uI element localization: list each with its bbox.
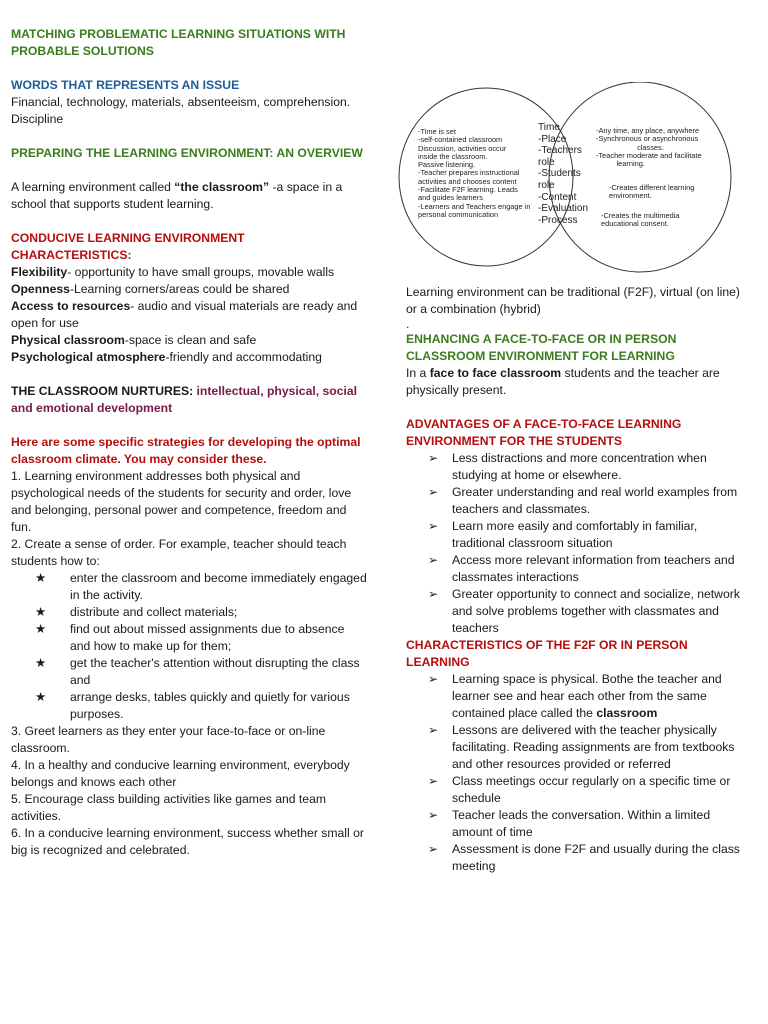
arrow-bullet-icon: ➢ (428, 587, 439, 601)
advantages-list (406, 450, 752, 637)
star-bullet-icon: ★ (35, 605, 47, 619)
char-openness (11, 281, 367, 298)
list-item-text: Access more relevant information from teachers and classmates interactions (452, 553, 735, 584)
venn-middle-text: Time -Place -Teachers role -Students role -Content -Evaluation -Process (538, 122, 589, 226)
words-heading: WORDS THAT REPRESENTS AN ISSUE (11, 78, 240, 92)
list-item-text: Greater opportunity to connect and socialize, network and solve problems together with classmates and teachers (452, 587, 740, 635)
list-item (35, 655, 367, 689)
list-item-bold: classroom (596, 706, 658, 720)
char-desc: -Learning corners/areas could be shared (69, 282, 290, 296)
venn-right-text-3: -Creates the multimedia educational consent. (601, 211, 680, 229)
strategies-heading: Here are some specific strategies for developing the optimal classroom climate. You may consider these. (11, 435, 361, 466)
strategy-6: 6. In a conducive learning environment, success whether small or big is recognized and celebrated. (11, 826, 364, 857)
nurtures-value: intellectual, physical, social and emotional development (11, 384, 358, 415)
list-item-text: Less distractions and more concentration when studying at home or elsewhere. (452, 451, 707, 482)
arrow-bullet-icon: ➢ (428, 808, 439, 822)
char-access (11, 298, 367, 332)
list-item (428, 671, 752, 722)
nurtures-label: THE CLASSROOM NURTURES: (11, 384, 197, 398)
characteristics-list (406, 671, 752, 875)
star-bullet-icon: ★ (35, 571, 47, 585)
enhance-heading: ENHANCING A FACE-TO-FACE OR IN PERSON CLASSROOM ENVIRONMENT FOR LEARNING (406, 332, 677, 363)
characteristics-heading: CHARACTERISTICS OF THE F2F OR IN PERSON LEARNING (406, 638, 688, 669)
arrow-bullet-icon: ➢ (428, 519, 439, 533)
char-desc: - audio and visual materials are ready and open for use (11, 299, 358, 330)
star-bullet-icon: ★ (35, 622, 47, 636)
enhance-text-bold: face to face classroom (429, 366, 562, 380)
list-item-text: get the teacher's attention without disrupting the class and (70, 656, 360, 687)
char-term: Psychological atmosphere (11, 350, 166, 364)
list-item (35, 689, 367, 723)
strategy-3: 3. Greet learners as they enter your face-to-face or on-line classroom. (11, 724, 326, 755)
prep-text-a: A learning environment called (11, 180, 175, 194)
char-term: Physical classroom (11, 333, 125, 347)
list-item-text: Class meetings occur regularly on a specific time or schedule (452, 774, 731, 805)
list-item (428, 807, 752, 841)
words-text: Financial, technology, materials, absenteeism, comprehension. Discipline (11, 95, 351, 126)
star-list (11, 570, 367, 723)
char-term: Openness (11, 282, 70, 296)
list-item-text: Assessment is done F2F and usually during the class meeting (452, 842, 740, 873)
strategy-2: 2. Create a sense of order. For example, teacher should teach students how to: (11, 537, 347, 568)
enhance-text-a: In a (406, 366, 430, 380)
star-bullet-icon: ★ (35, 690, 47, 704)
prep-text (11, 179, 367, 213)
nurtures-line (11, 383, 367, 417)
right-column (406, 284, 752, 875)
page-title: MATCHING PROBLEMATIC LEARNING SITUATIONS WITH PROBABLE SOLUTIONS (11, 27, 346, 58)
strategy-5: 5. Encourage class building activities like games and team activities. (11, 792, 327, 823)
arrow-bullet-icon: ➢ (428, 553, 439, 567)
venn-left-text: -Time is set -self-contained classroom Discussion, activities occur inside the classroom. Passive listening. -Teacher prepares instructional activities and chooses content -Facilitate F2F learning. Leads and guides learners -Learners and Teachers engage in personal communication (418, 128, 531, 219)
arrow-bullet-icon: ➢ (428, 774, 439, 788)
arrow-bullet-icon: ➢ (428, 672, 439, 686)
char-desc: -space is clean and safe (124, 333, 257, 347)
env-intro: Learning environment can be traditional (F2F), virtual (on line) or a combination (hybrid) (406, 285, 740, 316)
prep-heading: PREPARING THE LEARNING ENVIRONMENT: AN OVERVIEW (11, 146, 363, 160)
arrow-bullet-icon: ➢ (428, 842, 439, 856)
char-term: Access to resources (11, 299, 131, 313)
venn-right-text-1: -Any time, any place, anywhere -Synchronous or asynchronous classes. -Teacher moderate and facilitate learning. (596, 126, 702, 169)
prep-text-c: -a space in a school that supports student learning. (11, 180, 343, 211)
char-psychological (11, 349, 367, 366)
list-item (428, 722, 752, 773)
list-item (428, 450, 752, 484)
venn-right-text-2: -Creates different learning environment. (609, 183, 695, 201)
char-flexibility (11, 264, 367, 281)
arrow-bullet-icon: ➢ (428, 723, 439, 737)
stray-dot: . (406, 317, 410, 331)
strategy-1: 1. Learning environment addresses both physical and psychological needs of the students for security and order, love and belonging, personal power and competence, freedom and fun. (11, 469, 352, 534)
char-term: Flexibility (11, 265, 68, 279)
prep-text-bold: “the classroom” (174, 180, 270, 194)
list-item (35, 621, 367, 655)
list-item-text: Lessons are delivered with the teacher physically facilitating. Reading assignments are from textbooks and other resources provided or referred (452, 723, 735, 771)
list-item-text: arrange desks, tables quickly and quietly for various purposes. (70, 690, 350, 721)
list-item (35, 570, 367, 604)
char-desc: -friendly and accommodating (165, 350, 322, 364)
conducive-heading: CONDUCIVE LEARNING ENVIRONMENT CHARACTERISTICS: (11, 231, 245, 262)
advantages-heading: ADVANTAGES OF A FACE-TO-FACE LEARNING ENVIRONMENT FOR THE STUDENTS (406, 417, 682, 448)
venn-diagram (388, 82, 768, 282)
arrow-bullet-icon: ➢ (428, 485, 439, 499)
char-physical (11, 332, 367, 349)
list-item (428, 552, 752, 586)
strategy-4: 4. In a healthy and conducive learning environment, everybody belongs and knows each other (11, 758, 350, 789)
list-item (35, 604, 367, 621)
list-item (428, 841, 752, 875)
char-desc: - opportunity to have small groups, movable walls (67, 265, 335, 279)
list-item (428, 586, 752, 637)
list-item (428, 518, 752, 552)
enhance-text (406, 365, 752, 399)
list-item-text: Teacher leads the conversation. Within a limited amount of time (452, 808, 711, 839)
list-item-text: distribute and collect materials; (70, 605, 238, 619)
list-item (428, 484, 752, 518)
list-item-text: Learn more easily and comfortably in familiar, traditional classroom situation (452, 519, 698, 550)
arrow-bullet-icon: ➢ (428, 451, 439, 465)
list-item-text: find out about missed assignments due to absence and how to make up for them; (70, 622, 345, 653)
list-item-text: Greater understanding and real world examples from teachers and classmates. (452, 485, 738, 516)
list-item (428, 773, 752, 807)
list-item-text: Learning space is physical. Bothe the teacher and learner see and hear each other from the same contained place called the (452, 672, 722, 720)
list-item-text: enter the classroom and become immediately engaged in the activity. (70, 571, 367, 602)
left-column (11, 26, 367, 859)
enhance-text-c: students and the teacher are physically present. (406, 366, 720, 397)
star-bullet-icon: ★ (35, 656, 47, 670)
